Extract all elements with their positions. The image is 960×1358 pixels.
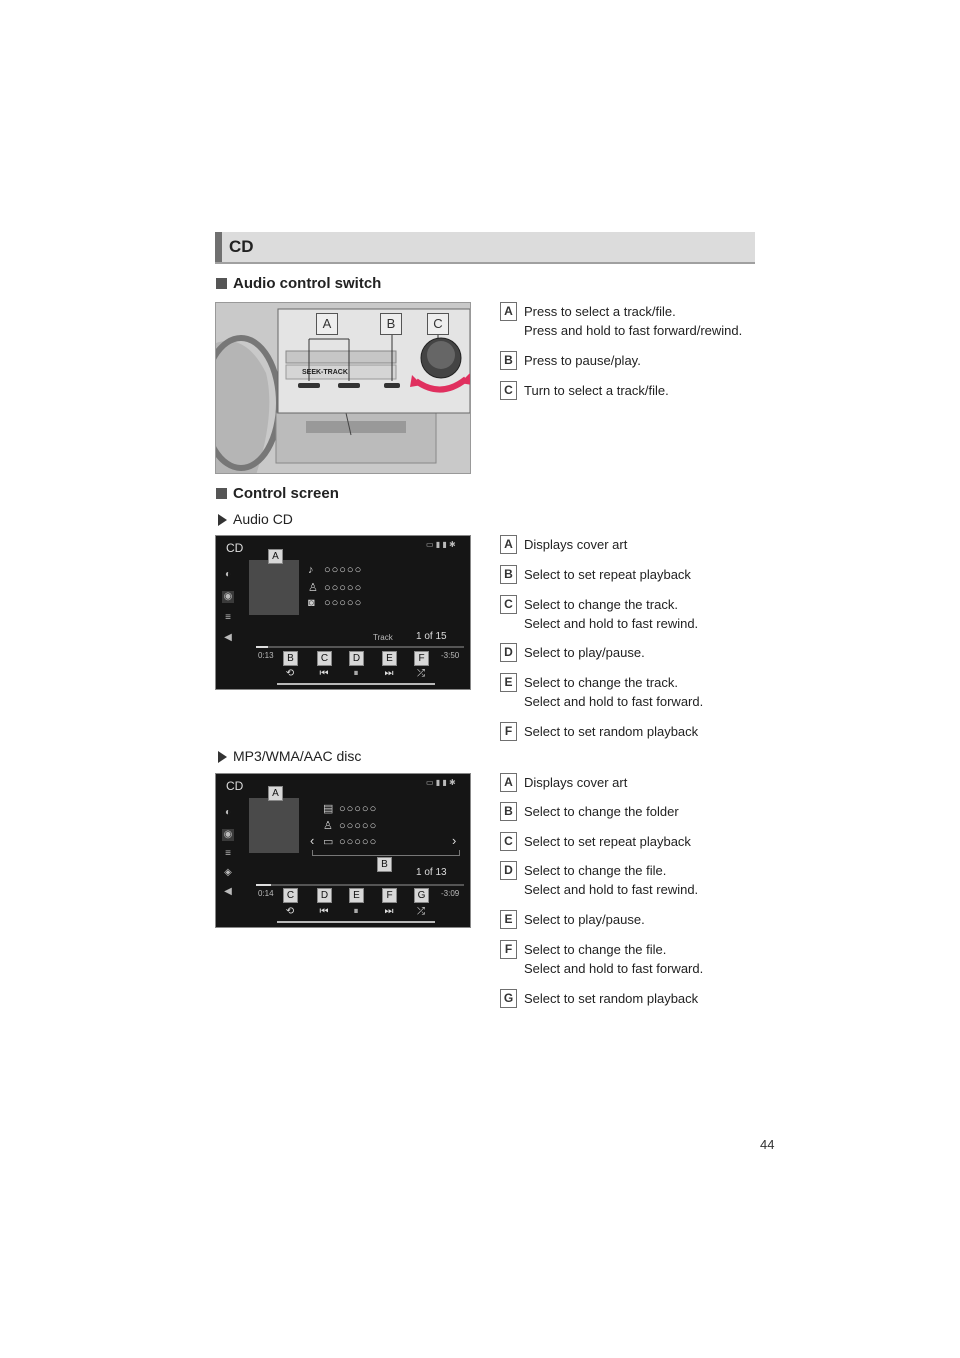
- folder-prev-icon[interactable]: ‹: [310, 833, 315, 848]
- screen-label-a: A: [268, 549, 283, 564]
- legend-badge: C: [500, 595, 517, 614]
- album-row: ◙ ○○○○○: [308, 597, 363, 609]
- screen-title: CD: [226, 779, 244, 793]
- previous-track-button[interactable]: ⏮: [319, 668, 329, 679]
- status-icons: ▭ ▮ ▮ ✱: [426, 778, 456, 787]
- list-icon: ≡: [225, 612, 231, 623]
- screen-label-c: C: [317, 651, 332, 666]
- folder-row: ▭ ○○○○○: [323, 836, 378, 848]
- legend-badge: B: [500, 802, 517, 821]
- play-pause-button[interactable]: ⏸: [353, 906, 359, 917]
- repeat-button[interactable]: ⟲: [285, 668, 295, 679]
- seek-track-text: SEEK-TRACK: [302, 369, 348, 376]
- audio-cd-screen: [215, 535, 471, 690]
- control-screen-heading: Control screen: [216, 485, 339, 502]
- legend-badge: B: [500, 351, 517, 370]
- random-button[interactable]: ⤮: [417, 668, 425, 679]
- repeat-button[interactable]: ⟲: [285, 906, 295, 917]
- file-icon: ▤: [323, 803, 335, 815]
- cover-art: [249, 560, 299, 615]
- next-track-button[interactable]: ⏭: [384, 668, 394, 679]
- legend-badge: B: [500, 565, 517, 584]
- progress-bar[interactable]: [256, 646, 464, 648]
- screen-label-e: E: [349, 888, 364, 903]
- audio-switch-photo: [215, 302, 471, 474]
- screen-label-a: A: [268, 786, 283, 801]
- play-mode-icon: ◉: [223, 829, 233, 840]
- sound-icon: ◀: [224, 886, 232, 897]
- legend-text: Turn to select a track/file.: [524, 383, 669, 398]
- legend-text: Select to set repeat playback: [524, 834, 691, 849]
- screen-label-b: B: [283, 651, 298, 666]
- photo-label-b: B: [380, 313, 402, 335]
- progress-fill: [256, 646, 268, 648]
- legend-badge: A: [500, 773, 517, 792]
- person-icon: ♙: [308, 582, 319, 594]
- photo-label-c: C: [427, 313, 449, 335]
- screen-label-f: F: [382, 888, 397, 903]
- source-icon: ◐: [224, 569, 232, 580]
- legend-text: Select to change the file. Select and hold to fast rewind.: [524, 863, 699, 897]
- progress-bar[interactable]: [256, 884, 464, 886]
- screen-label-c: C: [283, 888, 298, 903]
- legend-text: Press to pause/play.: [524, 353, 641, 368]
- next-file-button[interactable]: ⏭: [384, 906, 394, 917]
- list-icon: ≡: [225, 848, 231, 859]
- legend-badge: E: [500, 910, 517, 929]
- cover-art: [249, 798, 299, 853]
- control-divider: [277, 683, 435, 685]
- legend-badge: A: [500, 302, 517, 321]
- section-title: CD: [229, 237, 254, 256]
- legend-text: Select to change the file. Select and hold to fast forward.: [524, 942, 704, 976]
- page-number: 44: [760, 1137, 775, 1152]
- legend-text: Displays cover art: [524, 775, 628, 790]
- sound-icon: ◀: [224, 632, 232, 643]
- mp3-disc-screen: [215, 773, 471, 928]
- legend-badge: D: [500, 861, 517, 880]
- audio-switch-heading: Audio control switch: [216, 275, 381, 292]
- disc-icon: ◙: [308, 597, 316, 609]
- legend-badge: F: [500, 722, 517, 741]
- screen-label-b: B: [377, 857, 392, 872]
- view-icon: ◈: [224, 867, 232, 878]
- legend-text: Select to play/pause.: [524, 912, 645, 927]
- legend-text: Select to set repeat playback: [524, 567, 691, 582]
- track-title-row: ♪ ○○○○○: [308, 564, 363, 576]
- remaining-time: -3:09: [441, 889, 460, 898]
- folder-next-icon[interactable]: ›: [452, 833, 457, 848]
- play-mode-icon: ◉: [223, 591, 233, 602]
- legend-text: Press to select a track/file. Press and hold to fast forward/rewind.: [524, 304, 743, 338]
- legend-text: Select to change the track. Select and hold to fast forward.: [524, 675, 704, 709]
- play-pause-button[interactable]: ⏸: [353, 668, 359, 679]
- legend-text: Select to change the folder: [524, 804, 679, 819]
- folder-bracket: [312, 850, 460, 856]
- triangle-bullet-icon: [218, 514, 227, 526]
- status-icons: ▭ ▮ ▮ ✱: [426, 540, 456, 549]
- elapsed-time: 0:14: [258, 889, 274, 898]
- screen-label-e: E: [382, 651, 397, 666]
- source-icon: ◐: [224, 807, 232, 818]
- track-count: 1 of 15: [416, 631, 447, 642]
- screen-label-d: D: [317, 888, 332, 903]
- folder-icon: ▭: [323, 836, 335, 848]
- track-label: Track: [373, 633, 393, 642]
- random-button[interactable]: ⤮: [417, 906, 425, 917]
- screen-label-g: G: [414, 888, 429, 903]
- file-title-row: ▤ ○○○○○: [323, 803, 378, 815]
- music-note-icon: ♪: [308, 564, 315, 576]
- square-bullet-icon: [216, 488, 227, 499]
- section-header: [215, 232, 755, 264]
- legend-badge: E: [500, 673, 517, 692]
- legend-badge: F: [500, 940, 517, 959]
- square-bullet-icon: [216, 278, 227, 289]
- legend-badge: C: [500, 832, 517, 851]
- legend-badge: A: [500, 535, 517, 554]
- screen-title: CD: [226, 541, 244, 555]
- legend-text: Displays cover art: [524, 537, 628, 552]
- legend-badge: G: [500, 989, 517, 1008]
- remaining-time: -3:50: [441, 651, 460, 660]
- legend-text: Select to set random playback: [524, 724, 699, 739]
- artist-row: ♙ ○○○○○: [323, 820, 378, 832]
- artist-row: ♙ ○○○○○: [308, 582, 363, 594]
- mp3-disc-heading: MP3/WMA/AAC disc: [218, 748, 361, 764]
- triangle-bullet-icon: [218, 751, 227, 763]
- screen-label-f: F: [414, 651, 429, 666]
- previous-file-button[interactable]: ⏮: [319, 906, 329, 917]
- person-icon: ♙: [323, 820, 334, 832]
- progress-fill: [256, 884, 271, 886]
- legend-text: Select to set random playback: [524, 991, 699, 1006]
- legend-badge: C: [500, 381, 517, 400]
- elapsed-time: 0:13: [258, 651, 274, 660]
- legend-text: Select to play/pause.: [524, 645, 645, 660]
- legend-badge: D: [500, 643, 517, 662]
- legend-text: Select to change the track. Select and hold to fast rewind.: [524, 597, 699, 631]
- screen-label-d: D: [349, 651, 364, 666]
- file-count: 1 of 13: [416, 867, 447, 878]
- audio-cd-heading: Audio CD: [218, 511, 293, 527]
- control-divider: [277, 921, 435, 923]
- photo-label-a: A: [316, 313, 338, 335]
